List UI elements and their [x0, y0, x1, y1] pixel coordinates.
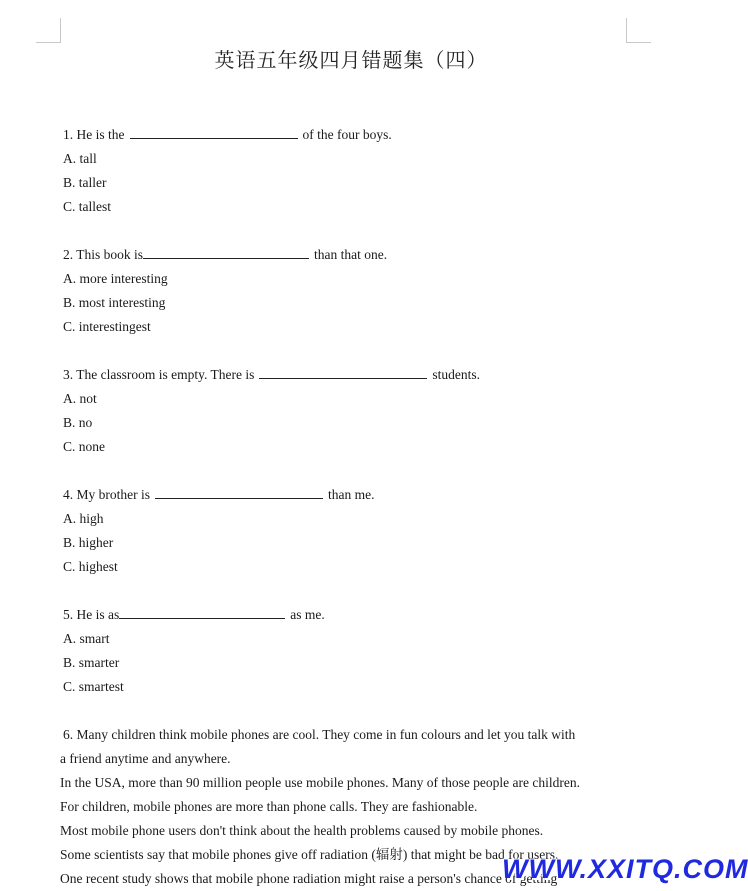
question-5 — [63, 603, 325, 627]
option-b: B. taller — [63, 175, 107, 190]
option-b: B. smarter — [63, 655, 120, 670]
passage-line: In the USA, more than 90 million people use mobile phones. Many of those people are children. — [60, 775, 581, 790]
option-c: C. smartest — [63, 679, 124, 694]
passage-line: 6. Many children think mobile phones are cool. They come in fun colours and let you talk with — [63, 727, 576, 742]
question-stem-end: than me. — [328, 487, 375, 502]
passage-line: For children, mobile phones are more than phone calls. They are fashionable. — [60, 799, 478, 814]
option-c: C. highest — [63, 559, 118, 574]
question-stem: 3. The classroom is empty. There is — [63, 367, 255, 382]
option-a: A. high — [63, 511, 104, 526]
answer-blank — [259, 364, 427, 379]
passage-line: Most mobile phone users don't think about the health problems caused by mobile phones. — [60, 823, 544, 838]
answer-blank — [155, 484, 323, 499]
option-a: A. smart — [63, 631, 110, 646]
page-corner-mark-top-left — [36, 18, 61, 43]
page-corner-mark-top-right — [626, 18, 651, 43]
option-c: C. none — [63, 439, 105, 454]
option-a: A. tall — [63, 151, 97, 166]
option-a: A. more interesting — [63, 271, 168, 286]
answer-blank — [143, 244, 309, 259]
question-1 — [63, 123, 392, 147]
question-2 — [63, 243, 387, 267]
question-stem: 1. He is the — [63, 127, 125, 142]
question-stem: 2. This book is — [63, 247, 144, 262]
question-stem-end: of the four boys. — [302, 127, 392, 142]
answer-blank — [119, 604, 285, 619]
passage-line: Some scientists say that mobile phones give off radiation (辐射) that might be bad for users. — [60, 847, 559, 862]
option-c: C. tallest — [63, 199, 111, 214]
watermark-logo: WWW.XXITQ.COM — [502, 854, 748, 884]
question-stem-end: students. — [432, 367, 480, 382]
page-title: 英语五年级四月错题集（四） — [214, 48, 488, 72]
option-a: A. not — [63, 391, 97, 406]
question-3 — [63, 363, 480, 387]
option-b: B. no — [63, 415, 93, 430]
option-c: C. interestingest — [63, 319, 151, 334]
answer-blank — [130, 124, 298, 139]
option-b: B. higher — [63, 535, 114, 550]
question-stem-end: than that one. — [314, 247, 388, 262]
question-stem: 4. My brother is — [63, 487, 150, 502]
passage-line: a friend anytime and anywhere. — [60, 751, 231, 766]
passage-line: One recent study shows that mobile phone radiation might raise a person's chance of getting — [60, 871, 558, 886]
question-4 — [63, 483, 375, 507]
option-b: B. most interesting — [63, 295, 166, 310]
question-stem-end: as me. — [290, 607, 325, 622]
question-stem: 5. He is as — [63, 607, 120, 622]
